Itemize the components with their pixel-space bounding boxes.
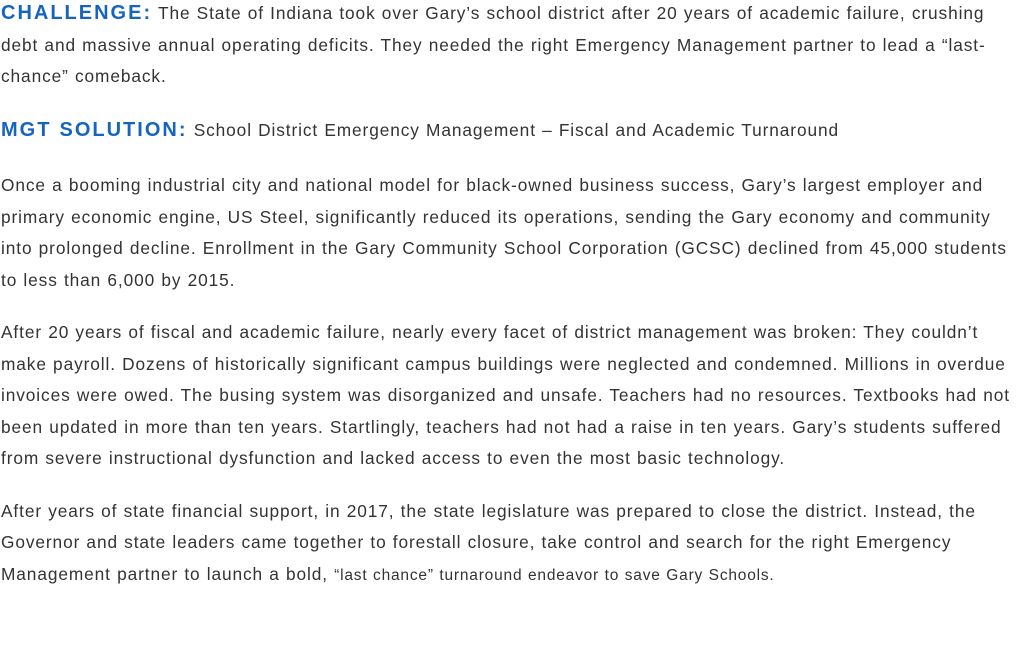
solution-text: School District Emergency Management – Fiscal and Academic Turnaround (193, 119, 839, 140)
body-paragraph-history: Once a booming industrial city and national model for black-owned business success, Gary’s largest employer and primary economic engine, US Steel, significantly reduced its operations, sending the Gary economy and community into prolonged decline. Enrollment in the Gary Community School Corporation (GCSC) declined from 45,000 students to less than 6,000 by 2015. (1, 175, 1007, 290)
body-paragraph-failures: After 20 years of fiscal and academic failure, nearly every facet of district management was broken: They couldn’t make payroll. Dozens of historically significant campus buildings were neglected and condemned. Millions in overdue invoices were owed. The busing system was disorganized and unsafe. Teachers had no resources. Textbooks had not been updated in more than ten years. Startlingly, teachers had not had a raise in ten years. Gary’s students suffered from severe instructional dysfunction and lacked access to even the most basic technology. (1, 322, 1010, 468)
turnaround-text: After years of state financial support, in 2017, the state legislature was prepared to close the district. Instead, the Governor and state leaders came together to forestall closure, take control and search for the right Emergency Management partner to launch a bold, (1, 500, 976, 584)
turnaround-small-text: “last chance” turnaround endeavor to save Gary Schools. (334, 566, 775, 584)
solution-paragraph (1, 115, 1018, 147)
challenge-paragraph (1, 0, 1018, 93)
challenge-text: The State of Indiana took over Gary’s school district after 20 years of academic failure, crushing debt and massive annual operating deficits. They needed the right Emergency Management partner to lead a “last-chance” comeback. (1, 3, 986, 86)
challenge-label: CHALLENGE: (1, 2, 153, 24)
solution-label: MGT SOLUTION: (1, 118, 188, 141)
body-paragraph-turnaround (1, 496, 1018, 592)
